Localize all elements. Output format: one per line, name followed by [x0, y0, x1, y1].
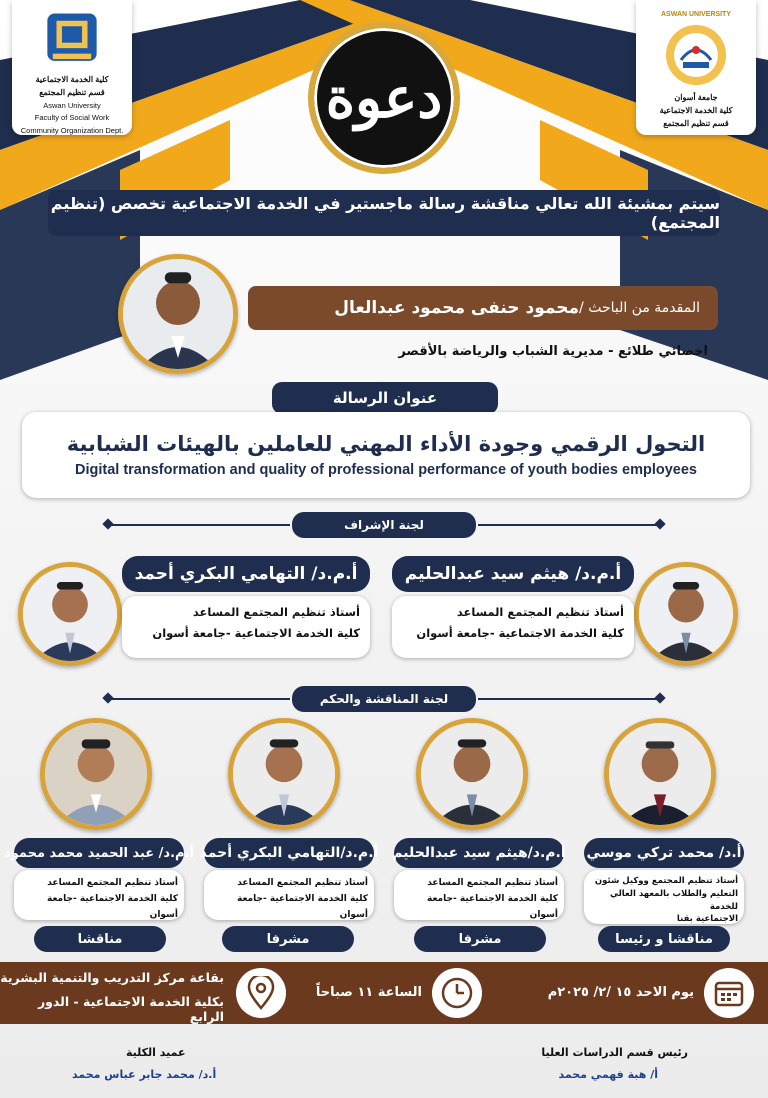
- invitation-word: دعوة: [325, 65, 443, 131]
- researcher-name-bar: [248, 286, 718, 330]
- thesis-title-ar: التحول الرقمي وجودة الأداء المهني للعاملين بالهيئات الشبابية: [66, 432, 706, 456]
- supervisor-affiliation: كلية الخدمة الاجتماعية -جامعة أسوان: [152, 625, 360, 640]
- logo-right-ar-2: كلية الخدمة الاجتماعية: [659, 105, 733, 115]
- logo-left-ar-2: قسم تنظيم المجتمع: [39, 87, 105, 97]
- logo-right-ar-3: قسم تنظيم المجتمع: [663, 118, 729, 128]
- committee-role: [34, 926, 166, 952]
- committee-divider-right: [478, 698, 658, 700]
- supervisor-name-bar: [122, 556, 370, 592]
- supervisor-title: أستاذ تنظيم المجتمع المساعد: [192, 605, 360, 619]
- dean-title: عميد الكلية: [126, 1046, 186, 1059]
- committee-role: [222, 926, 354, 952]
- supervisor-name: أ.م.د/ التهامي البكري أحمد: [134, 564, 358, 584]
- logo-left-ar-1: كلية الخدمة الاجتماعية: [35, 74, 109, 84]
- faculty-logo-left: [12, 0, 132, 135]
- researcher-photo: [123, 259, 233, 369]
- thesis-title-en: Digital transformation and quality of professional performance of youth bodies employees: [75, 462, 697, 478]
- supervision-divider-right: [478, 524, 658, 526]
- logo-right-en: ASWAN UNIVERSITY: [661, 11, 732, 18]
- announcement-ribbon: [48, 190, 720, 236]
- supervisor-name-bar: [392, 556, 634, 592]
- committee-role-text: مشرفا: [458, 931, 502, 947]
- committee-name-bar: [394, 838, 564, 868]
- supervision-label-badge: [292, 512, 476, 538]
- committee-role-text: مناقشا: [77, 931, 123, 947]
- supervisor-photo-frame: [18, 562, 122, 666]
- event-time: الساعة ١١ صباحاً: [315, 985, 422, 1000]
- faculty-emblem-icon: [37, 8, 107, 72]
- committee-label-badge: [292, 686, 476, 712]
- thesis-label-badge: [272, 382, 498, 414]
- grad-head-name: أ/ هبة فهمي محمد: [558, 1068, 658, 1081]
- dean-name: أ.د/ محمد جابر عباس محمد: [72, 1068, 217, 1081]
- committee-info-line: كلية الخدمة الاجتماعية -جامعة أسوان: [237, 894, 368, 921]
- committee-photo: [233, 723, 335, 825]
- committee-name-bar: [199, 838, 379, 868]
- supervisor-title: أستاذ تنظيم المجتمع المساعد: [456, 605, 624, 619]
- calendar-icon: [704, 968, 754, 1018]
- committee-info: [204, 870, 374, 920]
- committee-name: أ.م.د/التهامي البكري أحمد: [199, 845, 379, 861]
- location-pin-icon: [236, 968, 286, 1018]
- committee-label: لجنة المناقشة والحكم: [319, 692, 449, 706]
- researcher-photo-frame: [118, 254, 238, 374]
- logo-right-ar-1: جامعة أسوان: [674, 92, 718, 102]
- logo-left-en-1: Aswan University: [43, 100, 101, 110]
- logo-left-en-3: Community Organization Dept.: [20, 125, 124, 135]
- committee-role: [414, 926, 546, 952]
- supervisor-info: [122, 596, 370, 658]
- supervisor-photo-frame: [634, 562, 738, 666]
- committee-name-bar: [4, 838, 194, 868]
- committee-info-line: أستاذ تنظيم المجتمع ووكيل شئون: [594, 876, 738, 886]
- committee-role-text: مناقشا و رئيسا: [615, 931, 713, 947]
- committee-photo-frame: [604, 718, 716, 830]
- supervisor-name: أ.م.د/ هيثم سيد عبدالحليم: [404, 564, 622, 584]
- logo-left-en-2: Faculty of Social Work: [34, 113, 110, 123]
- committee-name: أ.م.د/هيثم سيد عبدالحليم: [392, 845, 566, 861]
- committee-info-line: أستاذ تنظيم المجتمع المساعد: [237, 878, 368, 888]
- invitation-badge: [308, 22, 460, 174]
- committee-name-bar: [584, 838, 744, 868]
- committee-info-line: أستاذ تنظيم المجتمع المساعد: [427, 878, 558, 888]
- supervisor-info: [392, 596, 634, 658]
- committee-info: [584, 870, 744, 924]
- event-place-line1: بقاعة مركز التدريب والتنمية البشرية: [0, 970, 224, 985]
- committee-photo: [45, 723, 147, 825]
- committee-photo: [609, 723, 711, 825]
- supervision-divider-left: [110, 524, 290, 526]
- committee-photo-frame: [228, 718, 340, 830]
- committee-name: أ.د/ محمد تركي موسي: [586, 845, 742, 861]
- researcher-name: محمود حنفى محمود عبدالعال: [334, 298, 580, 318]
- grad-head-title: رئيس قسم الدراسات العليا: [541, 1046, 688, 1059]
- committee-info: [394, 870, 564, 920]
- thesis-label: عنوان الرسالة: [332, 389, 438, 407]
- committee-info-line: كلية الخدمة الاجتماعية -جامعة أسوان: [427, 894, 558, 921]
- committee-info-line: الاجتماعية بقنا: [676, 914, 738, 925]
- committee-divider-left: [110, 698, 290, 700]
- event-date: يوم الاحد ١٥ /٢/ ٢٠٢٥م: [547, 985, 694, 1000]
- supervisor-photo: [23, 567, 117, 661]
- researcher-prefix: المقدمة من الباحث /: [579, 300, 700, 316]
- committee-name: أ.م.د/ عبد الحميد محمد محمود: [4, 845, 194, 861]
- committee-info-line: التعليم والطلاب بالمعهد العالي للخدمة: [610, 888, 738, 912]
- supervisor-photo: [639, 567, 733, 661]
- committee-info: [14, 870, 184, 920]
- committee-photo-frame: [416, 718, 528, 830]
- committee-role-text: مشرفا: [266, 931, 310, 947]
- committee-photo-frame: [40, 718, 152, 830]
- university-emblem-icon: [661, 20, 731, 90]
- committee-info-line: أستاذ تنظيم المجتمع المساعد: [47, 878, 178, 888]
- researcher-job: اخصائي طلائع - مديرية الشباب والرياضة بالأقصر: [398, 344, 708, 359]
- committee-photo: [421, 723, 523, 825]
- committee-info-line: كلية الخدمة الاجتماعية -جامعة أسوان: [47, 894, 178, 921]
- clock-icon: [432, 968, 482, 1018]
- announcement-text: سيتم بمشيئة الله تعالي مناقشة رسالة ماجستير في الخدمة الاجتماعية تخصص (تنظيم المجتمع): [50, 194, 720, 232]
- supervisor-affiliation: كلية الخدمة الاجتماعية -جامعة أسوان: [416, 625, 624, 640]
- committee-role: [598, 926, 730, 952]
- university-logo-right: [636, 0, 756, 135]
- supervision-label: لجنة الإشراف: [344, 518, 424, 532]
- event-place-line2: بكلية الخدمة الاجتماعية - الدور الرابع: [37, 994, 224, 1024]
- thesis-title-box: [22, 412, 750, 498]
